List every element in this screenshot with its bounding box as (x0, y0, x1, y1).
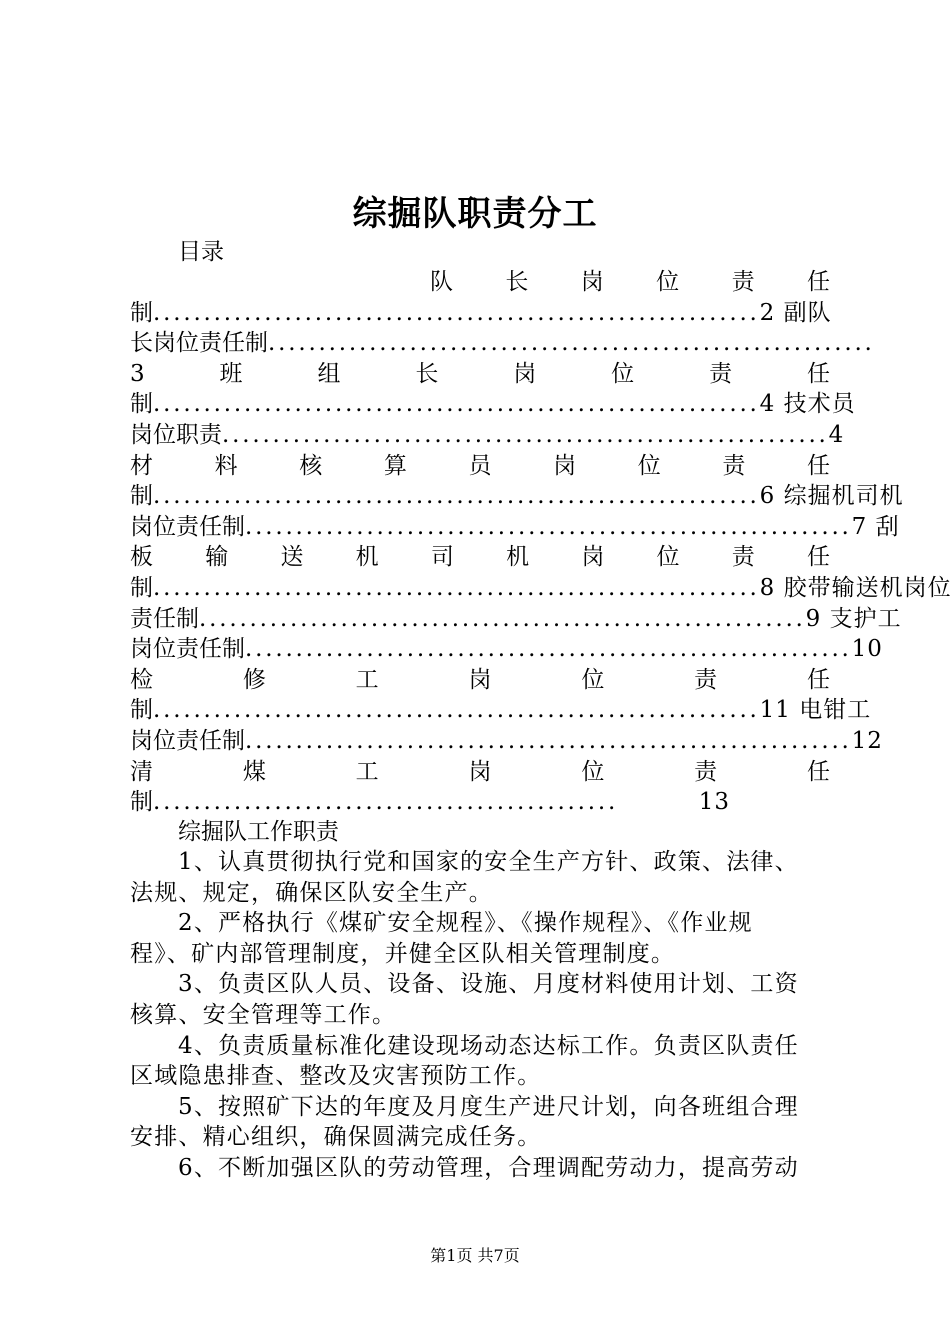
toc-char: 工 (355, 759, 379, 785)
toc-char: 位 (581, 667, 605, 693)
toc-leader-dots: ............................................................ (153, 575, 760, 601)
toc-line (130, 634, 883, 664)
toc-page-number: 13 (698, 789, 730, 815)
toc-line (130, 542, 830, 572)
body-line: 2、严格执行《煤矿安全规程》、《操作规程》、《作业规 (178, 910, 753, 936)
toc-char: 岗 (581, 544, 605, 570)
toc-line (130, 451, 830, 481)
toc-char: 煤 (242, 759, 266, 785)
toc-char: 队 (430, 269, 453, 295)
toc-char: 位 (656, 269, 680, 295)
toc-char: 机 (506, 544, 530, 570)
toc-entry-text: 岗位责任制 (130, 514, 245, 540)
toc-page-number: 8 胶带输送机岗位 (759, 575, 952, 601)
toc-leader-dots: ............................................................ (199, 606, 806, 632)
toc-char: 核 (299, 453, 323, 479)
toc-char: 位 (637, 453, 661, 479)
toc-entry-text: 制 (130, 697, 153, 723)
toc-char: 岗 (553, 453, 577, 479)
toc-char: 位 (581, 759, 605, 785)
toc-line (130, 389, 856, 419)
toc-entry-text: 制 (130, 575, 153, 601)
toc-entry-text: 制 (130, 789, 153, 815)
toc-page-number: 11 电钳工 (759, 697, 872, 723)
toc-char: 长 (415, 361, 439, 387)
toc-char: 送 (280, 544, 304, 570)
toc-page-number: 9 支护工 (805, 606, 902, 632)
toc-line (130, 420, 845, 450)
toc-char: 岗 (513, 361, 537, 387)
toc-line (430, 267, 830, 297)
toc-char: 工 (355, 667, 379, 693)
toc-char: 责 (731, 269, 755, 295)
toc-char: 组 (317, 361, 341, 387)
toc-char: 检 (130, 667, 153, 693)
toc-char: 责 (694, 759, 718, 785)
body-line: 3、负责区队人员、设备、设施、月度材料使用计划、工资 (178, 971, 799, 997)
toc-page-number: 4 (828, 422, 845, 448)
toc-page-number: 10 (851, 636, 883, 662)
toc-leader-dots: ............................................................ (153, 300, 760, 326)
toc-leader-dots: ............................................................ (222, 422, 829, 448)
toc-char: 任 (806, 667, 830, 693)
toc-leader-dots: .............................................. (153, 789, 619, 815)
toc-entry-text: 制 (130, 391, 153, 417)
toc-char: 材 (130, 453, 153, 479)
toc-leader-dots: ............................................................ (268, 330, 875, 356)
toc-char: 任 (806, 759, 830, 785)
section-heading: 综掘队工作职责 (178, 819, 339, 845)
toc-char: 任 (806, 544, 830, 570)
toc-leader-dots: ............................................................ (153, 483, 760, 509)
toc-char: 责 (722, 453, 746, 479)
toc-char: 责 (709, 361, 733, 387)
toc-leader-dots: ............................................................ (245, 636, 852, 662)
toc-leader-dots: ............................................................ (153, 697, 760, 723)
toc-line (130, 481, 904, 511)
body-line: 1、认真贯彻执行党和国家的安全生产方针、政策、法律、 (178, 849, 799, 875)
page-footer: 第1页 共7页 (430, 1246, 520, 1265)
toc-char: 员 (468, 453, 492, 479)
toc-page-number: 6 综掘机司机 (759, 483, 904, 509)
toc-page-number: 2 副队 (759, 300, 832, 326)
toc-char: 机 (355, 544, 379, 570)
body-line: 4、负责质量标准化建设现场动态达标工作。负责区队责任 (178, 1033, 799, 1059)
toc-entry-text: 岗位责任制 (130, 636, 245, 662)
toc-char: 修 (242, 667, 266, 693)
toc-line (130, 787, 730, 817)
toc-line (130, 512, 900, 542)
body-line: 安排、精心组织，确保圆满完成任务。 (130, 1124, 542, 1150)
body-line: 5、按照矿下达的年度及月度生产进尺计划，向各班组合理 (178, 1094, 799, 1120)
toc-char: 任 (806, 269, 830, 295)
toc-line (130, 726, 883, 756)
body-line: 法规、规定，确保区队安全生产。 (130, 880, 493, 906)
toc-line (130, 328, 875, 358)
toc-leader-dots: ............................................................ (245, 514, 852, 540)
body-line: 区域隐患排查、整改及灾害预防工作。 (130, 1063, 542, 1089)
toc-char: 班 (219, 361, 243, 387)
toc-char: 3 (130, 361, 145, 387)
toc-leader-dots: ............................................................ (153, 391, 760, 417)
toc-line (130, 604, 902, 634)
toc-heading: 目录 (178, 239, 224, 265)
toc-entry-text: 制 (130, 300, 153, 326)
document-title: 综掘队职责分工 (352, 194, 598, 234)
toc-line (130, 665, 830, 695)
toc-line (130, 359, 830, 389)
body-line: 程》、矿内部管理制度，并健全区队相关管理制度。 (130, 941, 676, 967)
toc-page-number: 12 (851, 728, 883, 754)
toc-entry-text: 岗位职责 (130, 422, 222, 448)
toc-char: 岗 (468, 667, 492, 693)
toc-char: 料 (214, 453, 238, 479)
body-line: 核算、安全管理等工作。 (130, 1002, 397, 1028)
toc-char: 司 (430, 544, 454, 570)
toc-entry-text: 岗位责任制 (130, 728, 245, 754)
toc-page-number: 4 技术员 (759, 391, 856, 417)
toc-char: 算 (383, 453, 407, 479)
toc-leader-dots: ............................................................ (245, 728, 852, 754)
toc-line (130, 298, 830, 328)
toc-char: 清 (130, 759, 153, 785)
body-line: 6、不断加强区队的劳动管理，合理调配劳动力，提高劳动 (178, 1155, 799, 1181)
toc-char: 输 (205, 544, 229, 570)
toc-entry-text: 长岗位责任制 (130, 330, 268, 356)
toc-line (130, 757, 830, 787)
toc-char: 责 (731, 544, 755, 570)
toc-entry-text: 责任制 (130, 606, 199, 632)
toc-char: 岗 (468, 759, 492, 785)
toc-page-number: 7 刮 (851, 514, 900, 540)
toc-char: 任 (807, 453, 830, 479)
toc-char: 位 (611, 361, 635, 387)
toc-entry-text: 制 (130, 483, 153, 509)
toc-line (130, 573, 952, 603)
toc-char: 长 (505, 269, 529, 295)
toc-char: 位 (656, 544, 680, 570)
toc-line (130, 695, 872, 725)
toc-char: 岗 (580, 269, 604, 295)
toc-char: 板 (130, 544, 153, 570)
toc-char: 责 (694, 667, 718, 693)
toc-char: 任 (806, 361, 830, 387)
